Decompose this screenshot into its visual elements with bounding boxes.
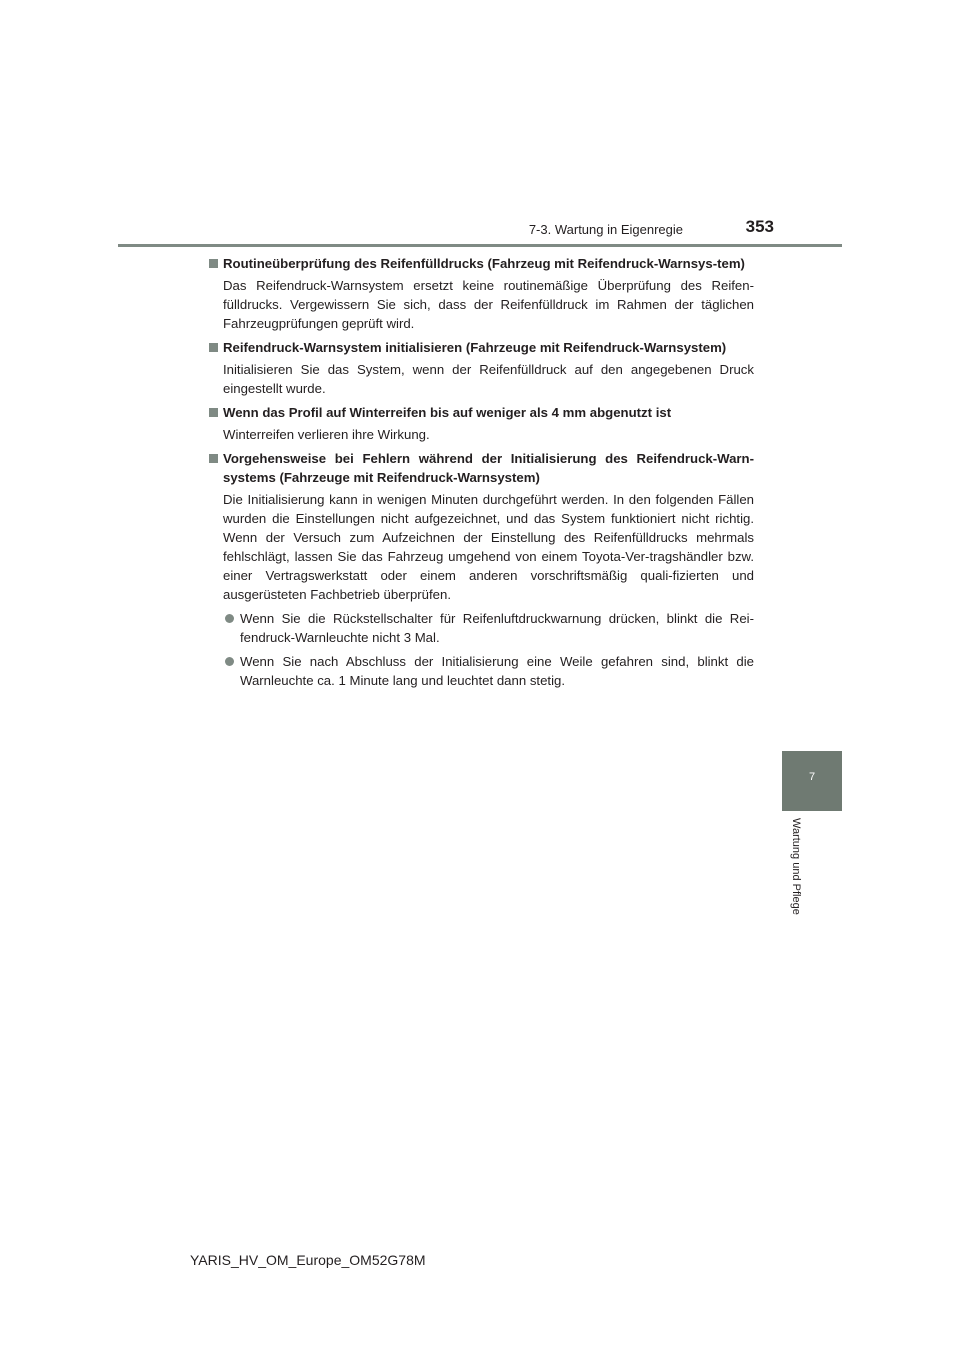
page-content [208, 254, 754, 695]
section-title [208, 449, 754, 487]
section-body: Winterreifen verlieren ihre Wirkung. [223, 427, 430, 442]
section-body: Initialisieren Sie das System, wenn der Reifenfülldruck auf den angegebenen Druck eingestellt wurde. [223, 362, 754, 396]
section-title-text: Reifendruck-Warnsystem initialisieren (Fahrzeuge mit Reifendruck-Warnsystem) [223, 340, 727, 355]
section-title-text: Routineüberprüfung des Reifenfülldrucks (Fahrzeug mit Reifendruck-Warnsys-tem) [223, 256, 745, 271]
footer-doc-id: YARIS_HV_OM_Europe_OM52G78M [190, 1252, 426, 1268]
square-bullet-icon [209, 259, 218, 268]
header-section-title: 7-3. Wartung in Eigenregie [528, 222, 683, 237]
section-body: Die Initialisierung kann in wenigen Minuten durchgeführt werden. In den folgenden Fällen wurden die Einstellungen nicht aufgezeichnet, und das System funktioniert nicht richtig. Wenn der Versuch zum Aufzeichnen der Einstellung des Reifenfülldrucks mehrmals fehlschlägt, lassen Sie das Fahrzeug umgehend von einem Toyota-Ver-tragshändler bzw. einer Vertragswerkstatt oder einem anderen vorschriftsmäßig quali-fizierten und ausgerüsteten Fachbetrieb überprüfen. [223, 492, 754, 602]
square-bullet-icon [209, 454, 218, 463]
section-title [208, 403, 754, 422]
section-title-text: Wenn das Profil auf Winterreifen bis auf weniger als 4 mm abgenutzt ist [223, 405, 672, 420]
section-body: Das Reifendruck-Warnsystem ersetzt keine routinemäßige Überprüfung des Reifen-fülldrucks. Vergewissern Sie sich, dass der Reifenfülldruck im Rahmen der täglichen Fahrzeugprüfungen geprüft wird. [223, 278, 754, 331]
section-title [208, 338, 754, 357]
header-rule [118, 244, 842, 247]
list-item [208, 609, 754, 647]
list-item-text: Wenn Sie nach Abschluss der Initialisierung eine Weile gefahren sind, blinkt die Warnleuchte ca. 1 Minute lang und leuchtet dann stetig. [240, 654, 754, 688]
round-bullet-icon [225, 614, 234, 623]
section-title [208, 254, 754, 273]
page-number: 353 [745, 217, 774, 236]
square-bullet-icon [209, 408, 218, 417]
list-item-text: Wenn Sie die Rückstellschalter für Reifenluftdruckwarnung drücken, blinkt die Rei-fendruck-Warnleuchte nicht 3 Mal. [240, 611, 754, 645]
chapter-tab-title: Wartung und Pflege [790, 818, 802, 915]
section-title-text: Vorgehensweise bei Fehlern während der Initialisierung des Reifendruck-Warn-systems (Fahrzeuge mit Reifendruck-Warnsystem) [223, 451, 754, 485]
round-bullet-icon [225, 657, 234, 666]
square-bullet-icon [209, 343, 218, 352]
chapter-tab-number: 7 [808, 771, 816, 783]
list-item [208, 652, 754, 690]
